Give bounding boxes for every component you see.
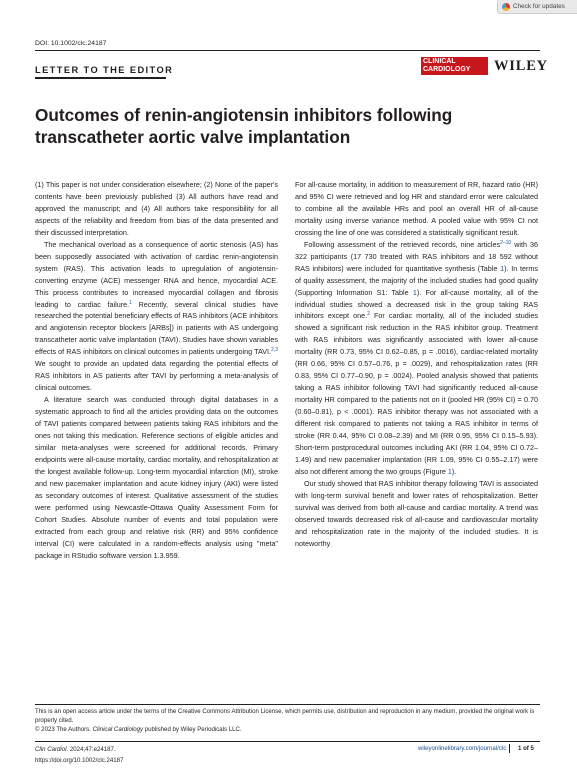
citation-link[interactable]: 2 bbox=[367, 311, 370, 318]
paragraph: Following assessment of the retrieved records, nine articles$^{2-10}$ with 36 322 participants (17 730 treated with RAS inhibitors and 18 592 without RAS inhibitors) were included for quantitative synthesis (Table 1). In terms of quality assessment, the majority of the included studies had good quality (Supporting Information S1: Table 1). For all-cause mortality, all of the individual studies showed a decreased risk in the group taking RAS inhibitors except one.$^2$ For cardiac mortality, all of the included studies showed a significant risk reduction in the RAS inhibitor group. Treatment with RAS inhibitors was significantly associated with lower all-cause mortality (RR 0.73, 95% CI 0.62–0.85, p = .0016), cardiac-related mortality (RR 0.66, 95% CI 0.57–0.76, p = .0029), and rehospitalization rates (RR 0.83, 95% CI 0.77–0.90, p = .0024). Pooled analysis showed that patients taking a RAS inhibitor following TAVI had significantly reduced all-cause mortality HR compared to the patients not on it (pooled HR (95% CI) = 0.70 (0.60–0.81), p < .0001). RAS inhibitor therapy was not associated with a different risk compared to patients not taking a RAS inhibitor in terms of stroke (RR 0.44, 95% CI 0.08–2.39) and MI (RR 0.95, 95% CI 0.15–5.93). Short-term postprocedural outcomes including AKI (RR 1.04, 95% CI 0.72–1.49) and new pacemaker implantation (RR 1.09, 95% CI 0.55–2.17) were also not different among the two groups (Figure 1). bbox=[295, 239, 538, 476]
footer-citation bbox=[35, 745, 123, 766]
footer-rule bbox=[35, 741, 540, 742]
crossmark-icon bbox=[502, 3, 510, 11]
license-notice bbox=[35, 707, 540, 734]
license-text: This is an open access article under the terms of the Creative Commons Attribution License, which permits use, distribution and reproduction in any medium, provided the original work is properly cited. bbox=[35, 708, 535, 724]
header-rule bbox=[35, 50, 540, 51]
license-rule bbox=[35, 704, 540, 705]
footer-separator bbox=[509, 744, 510, 753]
journal-logo bbox=[421, 57, 488, 75]
page-number: 1 of 5 bbox=[518, 745, 534, 752]
paragraph: Our study showed that RAS inhibitor therapy following TAVI is associated with long-term survival benefit and lower rates of rehospitalization. Better survival was derived from both all-cause and cardiac mortality. A trend was observed towards decreased risk of all-cause and cardiovascular mortality and rehospitalization rate in the majority of the included studies. It is noteworthy bbox=[295, 478, 538, 548]
title-line-2: transcatheter aortic valve implantation bbox=[35, 127, 351, 147]
paragraph: A literature search was conducted through digital databases in a systematic approach to find all the articles providing data on the outcomes of TAVI patients compared between patients taking RAS inhibitors and the ones not taking this medication. Reference sections of eligible articles and similar meta-analyses were screened for additional records. Primary endpoints were all-cause mortality, cardiac mortality, and rehospitalization at the longest available follow-up. Long-term myocardial infarction (MI), stroke and new pacemaker implantation and acute kidney injury (AKI) were listed as secondary outcomes of interest. Qualitative assessment of the studies were performed using Newcastle-Ottawa Quality Assessment Form for Cohort Studies. Absolute number of events and total population were extracted from each group and relative risk (RR) and 95% confidence interval (CI) were calculated in a random-effects analysis using "meta" package in RStudio software version 1.3.959. bbox=[35, 395, 278, 560]
body-column-left bbox=[35, 179, 278, 562]
journal-logo-line1: CLINICAL bbox=[423, 58, 456, 65]
table-link[interactable]: 1 bbox=[500, 263, 505, 273]
body-column-right bbox=[295, 179, 538, 550]
section-underline bbox=[35, 77, 166, 79]
figure-link[interactable]: 1 bbox=[447, 466, 452, 476]
citation-line: Clin Cardiol. 2024;47:e24187. bbox=[35, 746, 116, 753]
title-line-1: Outcomes of renin-angiotensin inhibitors following bbox=[35, 105, 453, 125]
check-for-updates-label: Check for updates bbox=[513, 3, 565, 10]
doi-url[interactable]: https://doi.org/10.1002/clc.24187 bbox=[35, 756, 124, 764]
check-for-updates-badge[interactable] bbox=[497, 0, 577, 14]
article-doi: DOI: 10.1002/clc.24187 bbox=[35, 40, 107, 47]
section-label: LETTER TO THE EDITOR bbox=[35, 65, 174, 75]
publisher-logo: WILEY bbox=[494, 58, 548, 74]
journal-url-link[interactable]: wileyonlinelibrary.com/journal/clc bbox=[418, 745, 507, 752]
citation-link[interactable]: 2,3 bbox=[271, 347, 278, 354]
citation-link[interactable]: 1 bbox=[129, 299, 132, 306]
paragraph: For all-cause mortality, in addition to measurement of RR, hazard ratio (HR) and 95% CI were retrieved and log HR and standard error were calculated to combine all the available HRs and pool an overall HR of all-cause mortality using inverse variance method. A pooled value with 95% CI not crossing the line of one was considered a statistically significant result. bbox=[295, 180, 538, 237]
paragraph: (1) This paper is not under consideration elsewhere; (2) None of the paper's contents have been previously published (3) All authors have read and approved the manuscript; and (4) All authors take responsibility for all aspects of the reliability and freedom from bias of the data presented and their discussed interpretation. bbox=[35, 180, 278, 237]
citation-link[interactable]: 2–10 bbox=[500, 239, 512, 246]
article-title bbox=[35, 104, 495, 148]
copyright-line: © 2023 The Authors. Clinical Cardiology published by Wiley Periodicals LLC. bbox=[35, 726, 242, 733]
journal-logo-line2: CARDIOLOGY bbox=[423, 66, 471, 73]
paragraph: The mechanical overload as a consequence of aortic stenosis (AS) has been supposedly associated with activation of cardiac renin-angiotensin system (RAS). This activation leads to upregulation of angiotensin-converting enzyme (ACE) messenger RNA and hence, myocardial ACE. This process contributes to increased myocardial collagen and fibrosis leading to cardiac failure.$^1$ Recently, several clinical studies have researched the potential beneficiary effects of RAS inhibitors (ACE inhibitors and angiotensin receptor blockers [ARBs]) in patients with AS undergoing transcatheter aortic valve implantation (TAVI). Studies have shown variables effects of RAS inhibitors on clinical outcomes in patients undergoing TAVI.$^{2,3}$ We sought to provide an updated data regarding the potential effects of RAS inhibitors in AS patients after TAVI by performing a meta-analysis of clinical outcomes. bbox=[35, 239, 278, 393]
table-link[interactable]: 1 bbox=[412, 287, 417, 297]
